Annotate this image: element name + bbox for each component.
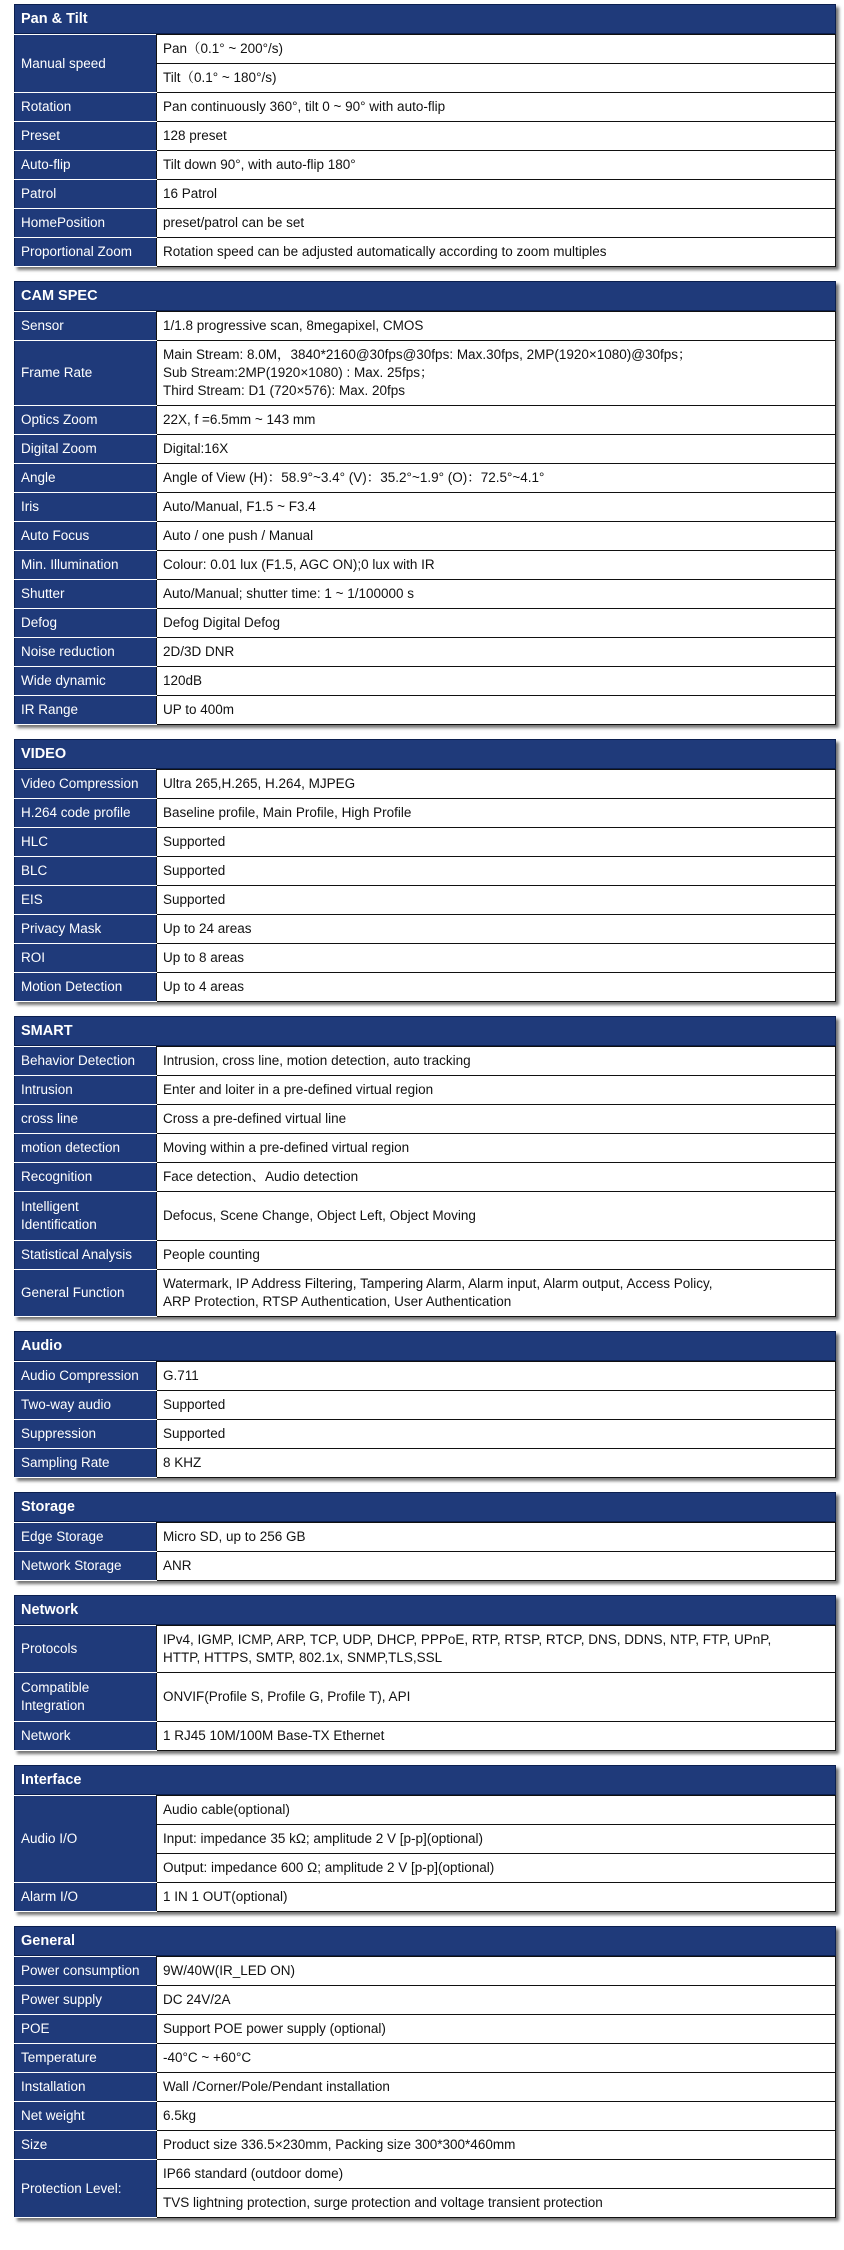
section-title: Storage [14, 1492, 836, 1522]
spec-value: People counting [157, 1241, 836, 1270]
spec-row [15, 2015, 836, 2044]
spec-value: Supported [157, 1420, 836, 1449]
spec-value: preset/patrol can be set [157, 209, 836, 238]
section-general [14, 1926, 836, 2218]
spec-label: Optics Zoom [15, 406, 157, 435]
spec-label: HomePosition [15, 209, 157, 238]
spec-row [15, 1105, 836, 1134]
spec-value: Rotation speed can be adjusted automatically according to zoom multiples [157, 238, 836, 267]
section-title: General [14, 1926, 836, 1956]
spec-label: General Function [15, 1270, 157, 1317]
spec-label: Shutter [15, 580, 157, 609]
spec-table [14, 769, 836, 1002]
spec-row [15, 551, 836, 580]
spec-label: Edge Storage [15, 1523, 157, 1552]
spec-row [15, 857, 836, 886]
section-video [14, 739, 836, 1002]
spec-row [15, 493, 836, 522]
spec-row [15, 1192, 836, 1241]
spec-row [15, 2131, 836, 2160]
spec-row [15, 1449, 836, 1478]
spec-row [15, 180, 836, 209]
spec-label: Angle [15, 464, 157, 493]
spec-row [15, 638, 836, 667]
spec-row [15, 1796, 836, 1825]
spec-row [15, 2102, 836, 2131]
spec-label: Network Storage [15, 1552, 157, 1581]
spec-row [15, 1957, 836, 1986]
spec-label: Min. Illumination [15, 551, 157, 580]
spec-label: Iris [15, 493, 157, 522]
spec-row [15, 1241, 836, 1270]
spec-label: Auto-flip [15, 151, 157, 180]
spec-row [15, 1362, 836, 1391]
spec-label: Rotation [15, 93, 157, 122]
spec-row [15, 1420, 836, 1449]
spec-value: Tilt（0.1° ~ 180°/s) [157, 64, 836, 93]
section-title: VIDEO [14, 739, 836, 769]
spec-value: Colour: 0.01 lux (F1.5, AGC ON);0 lux with IR [157, 551, 836, 580]
spec-value: 1 RJ45 10M/100M Base-TX Ethernet [157, 1722, 836, 1751]
section-pan-tilt [14, 4, 836, 267]
spec-value: Cross a pre-defined virtual line [157, 1105, 836, 1134]
spec-label: Patrol [15, 180, 157, 209]
spec-label: Suppression [15, 1420, 157, 1449]
spec-value: Ultra 265,H.265, H.264, MJPEG [157, 770, 836, 799]
spec-value: 8 KHZ [157, 1449, 836, 1478]
spec-row [15, 973, 836, 1002]
spec-row [15, 209, 836, 238]
spec-row [15, 580, 836, 609]
spec-row [15, 522, 836, 551]
spec-row [15, 828, 836, 857]
spec-row [15, 1673, 836, 1722]
spec-value: Baseline profile, Main Profile, High Profile [157, 799, 836, 828]
spec-label: Power supply [15, 1986, 157, 2015]
spec-value: Pan（0.1° ~ 200°/s) [157, 35, 836, 64]
spec-label: EIS [15, 886, 157, 915]
spec-label: Statistical Analysis [15, 1241, 157, 1270]
spec-value: Wall /Corner/Pole/Pendant installation [157, 2073, 836, 2102]
spec-label: Audio Compression [15, 1362, 157, 1391]
spec-label: Power consumption [15, 1957, 157, 1986]
section-title: SMART [14, 1016, 836, 1046]
spec-row [15, 1391, 836, 1420]
section-storage [14, 1492, 836, 1581]
spec-row [15, 1134, 836, 1163]
spec-row [15, 915, 836, 944]
spec-value: Auto/Manual, F1.5 ~ F3.4 [157, 493, 836, 522]
spec-value: TVS lightning protection, surge protection and voltage transient protection [157, 2189, 836, 2218]
spec-row [15, 35, 836, 64]
spec-value: UP to 400m [157, 696, 836, 725]
spec-row [15, 464, 836, 493]
spec-table [14, 311, 836, 725]
spec-value: Audio cable(optional) [157, 1796, 836, 1825]
spec-row [15, 1552, 836, 1581]
spec-label: ROI [15, 944, 157, 973]
spec-label: Intrusion [15, 1076, 157, 1105]
spec-row [15, 1883, 836, 1912]
spec-value: Defog Digital Defog [157, 609, 836, 638]
spec-value: Input: impedance 35 kΩ; amplitude 2 V [p-p](optional) [157, 1825, 836, 1854]
spec-row [15, 1626, 836, 1673]
spec-label: Network [15, 1722, 157, 1751]
spec-value: Up to 4 areas [157, 973, 836, 1002]
spec-row [15, 1076, 836, 1105]
spec-row [15, 151, 836, 180]
spec-value: ANR [157, 1552, 836, 1581]
section-network [14, 1595, 836, 1751]
spec-row [15, 886, 836, 915]
spec-row [15, 1986, 836, 2015]
spec-label: Intelligent Identification [15, 1192, 157, 1241]
spec-table [14, 1522, 836, 1581]
section-cam-spec [14, 281, 836, 725]
spec-row [15, 1047, 836, 1076]
spec-value: Digital:16X [157, 435, 836, 464]
spec-label: Two-way audio [15, 1391, 157, 1420]
spec-value: Moving within a pre-defined virtual region [157, 1134, 836, 1163]
section-title: Interface [14, 1765, 836, 1795]
spec-value: 128 preset [157, 122, 836, 151]
spec-value: Tilt down 90°, with auto-flip 180° [157, 151, 836, 180]
spec-row [15, 944, 836, 973]
spec-label: Digital Zoom [15, 435, 157, 464]
spec-value: Face detection、Audio detection [157, 1163, 836, 1192]
spec-label: Net weight [15, 2102, 157, 2131]
spec-value: Product size 336.5×230mm, Packing size 300*300*460mm [157, 2131, 836, 2160]
spec-value: Supported [157, 886, 836, 915]
section-title: Audio [14, 1331, 836, 1361]
spec-value: Pan continuously 360°, tilt 0 ~ 90° with auto-flip [157, 93, 836, 122]
spec-table [14, 1046, 836, 1317]
spec-label: Installation [15, 2073, 157, 2102]
spec-value: Main Stream: 8.0M，3840*2160@30fps@30fps: Max.30fps, 2MP(1920×1080)@30fps； Sub Stream:2MP(1920×1080) : Max. 25fps； Third Stream: D1 (720×576): Max. 20fps [157, 341, 836, 406]
spec-label: BLC [15, 857, 157, 886]
spec-table [14, 1625, 836, 1751]
spec-table [14, 1361, 836, 1478]
spec-row [15, 2044, 836, 2073]
section-title: Network [14, 1595, 836, 1625]
spec-row [15, 312, 836, 341]
spec-row [15, 2160, 836, 2189]
spec-value: IPv4, IGMP, ICMP, ARP, TCP, UDP, DHCP, PPPoE, RTP, RTSP, RTCP, DNS, DDNS, NTP, FTP, UPnP, HTTP, HTTPS, SMTP, 802.1x, SNMP,TLS,SSL [157, 1626, 836, 1673]
section-title: Pan & Tilt [14, 4, 836, 34]
spec-row [15, 238, 836, 267]
spec-value: Watermark, IP Address Filtering, Tampering Alarm, Alarm input, Alarm output, Access Policy, ARP Protection, RTSP Authentication, User Authentication [157, 1270, 836, 1317]
spec-row [15, 799, 836, 828]
spec-label: Alarm I/O [15, 1883, 157, 1912]
spec-label: Compatible Integration [15, 1673, 157, 1722]
spec-label: Audio I/O [15, 1796, 157, 1883]
spec-value: Micro SD, up to 256 GB [157, 1523, 836, 1552]
spec-value: Auto / one push / Manual [157, 522, 836, 551]
spec-value: -40°C ~ +60°C [157, 2044, 836, 2073]
spec-value: 1/1.8 progressive scan, 8megapixel, CMOS [157, 312, 836, 341]
spec-label: Privacy Mask [15, 915, 157, 944]
spec-label: Temperature [15, 2044, 157, 2073]
spec-value: IP66 standard (outdoor dome) [157, 2160, 836, 2189]
spec-label: Protection Level: [15, 2160, 157, 2218]
spec-label: Recognition [15, 1163, 157, 1192]
spec-row [15, 1163, 836, 1192]
spec-value: ONVIF(Profile S, Profile G, Profile T), API [157, 1673, 836, 1722]
spec-label: Noise reduction [15, 638, 157, 667]
spec-label: Preset [15, 122, 157, 151]
spec-row [15, 122, 836, 151]
section-interface [14, 1765, 836, 1912]
spec-value: 22X, f =6.5mm ~ 143 mm [157, 406, 836, 435]
spec-table [14, 1795, 836, 1912]
spec-row [15, 770, 836, 799]
spec-value: DC 24V/2A [157, 1986, 836, 2015]
spec-row [15, 2073, 836, 2102]
spec-row [15, 667, 836, 696]
spec-value: Supported [157, 1391, 836, 1420]
spec-value: Up to 8 areas [157, 944, 836, 973]
spec-row [15, 1270, 836, 1317]
spec-table [14, 34, 836, 267]
spec-label: HLC [15, 828, 157, 857]
spec-row [15, 93, 836, 122]
spec-label: H.264 code profile [15, 799, 157, 828]
section-title: CAM SPEC [14, 281, 836, 311]
section-audio [14, 1331, 836, 1478]
spec-row [15, 406, 836, 435]
spec-value: Supported [157, 857, 836, 886]
spec-label: Proportional Zoom [15, 238, 157, 267]
spec-label: Frame Rate [15, 341, 157, 406]
spec-value: Intrusion, cross line, motion detection, auto tracking [157, 1047, 836, 1076]
spec-label: Size [15, 2131, 157, 2160]
spec-value: 16 Patrol [157, 180, 836, 209]
spec-label: Auto Focus [15, 522, 157, 551]
spec-value: Angle of View (H)：58.9°~3.4° (V)：35.2°~1.9° (O)：72.5°~4.1° [157, 464, 836, 493]
spec-value: 6.5kg [157, 2102, 836, 2131]
spec-row [15, 1722, 836, 1751]
spec-row [15, 609, 836, 638]
spec-value: G.711 [157, 1362, 836, 1391]
spec-row [15, 1523, 836, 1552]
spec-label: Behavior Detection [15, 1047, 157, 1076]
spec-value: Enter and loiter in a pre-defined virtual region [157, 1076, 836, 1105]
spec-value: Supported [157, 828, 836, 857]
spec-label: Sampling Rate [15, 1449, 157, 1478]
spec-row [15, 435, 836, 464]
spec-label: IR Range [15, 696, 157, 725]
spec-label: POE [15, 2015, 157, 2044]
spec-label: Sensor [15, 312, 157, 341]
spec-label: Defog [15, 609, 157, 638]
spec-label: Manual speed [15, 35, 157, 93]
spec-value: 9W/40W(IR_LED ON) [157, 1957, 836, 1986]
spec-value: 1 IN 1 OUT(optional) [157, 1883, 836, 1912]
spec-row [15, 696, 836, 725]
spec-label: Wide dynamic [15, 667, 157, 696]
spec-value: 120dB [157, 667, 836, 696]
spec-label: Motion Detection [15, 973, 157, 1002]
spec-value: Up to 24 areas [157, 915, 836, 944]
section-smart [14, 1016, 836, 1317]
spec-row [15, 341, 836, 406]
spec-table [14, 1956, 836, 2218]
spec-label: Video Compression [15, 770, 157, 799]
spec-label: Protocols [15, 1626, 157, 1673]
spec-value: Output: impedance 600 Ω; amplitude 2 V [p-p](optional) [157, 1854, 836, 1883]
spec-value: Support POE power supply (optional) [157, 2015, 836, 2044]
spec-value: 2D/3D DNR [157, 638, 836, 667]
spec-value: Auto/Manual; shutter time: 1 ~ 1/100000 s [157, 580, 836, 609]
spec-label: motion detection [15, 1134, 157, 1163]
spec-value: Defocus, Scene Change, Object Left, Object Moving [157, 1192, 836, 1241]
spec-label: cross line [15, 1105, 157, 1134]
